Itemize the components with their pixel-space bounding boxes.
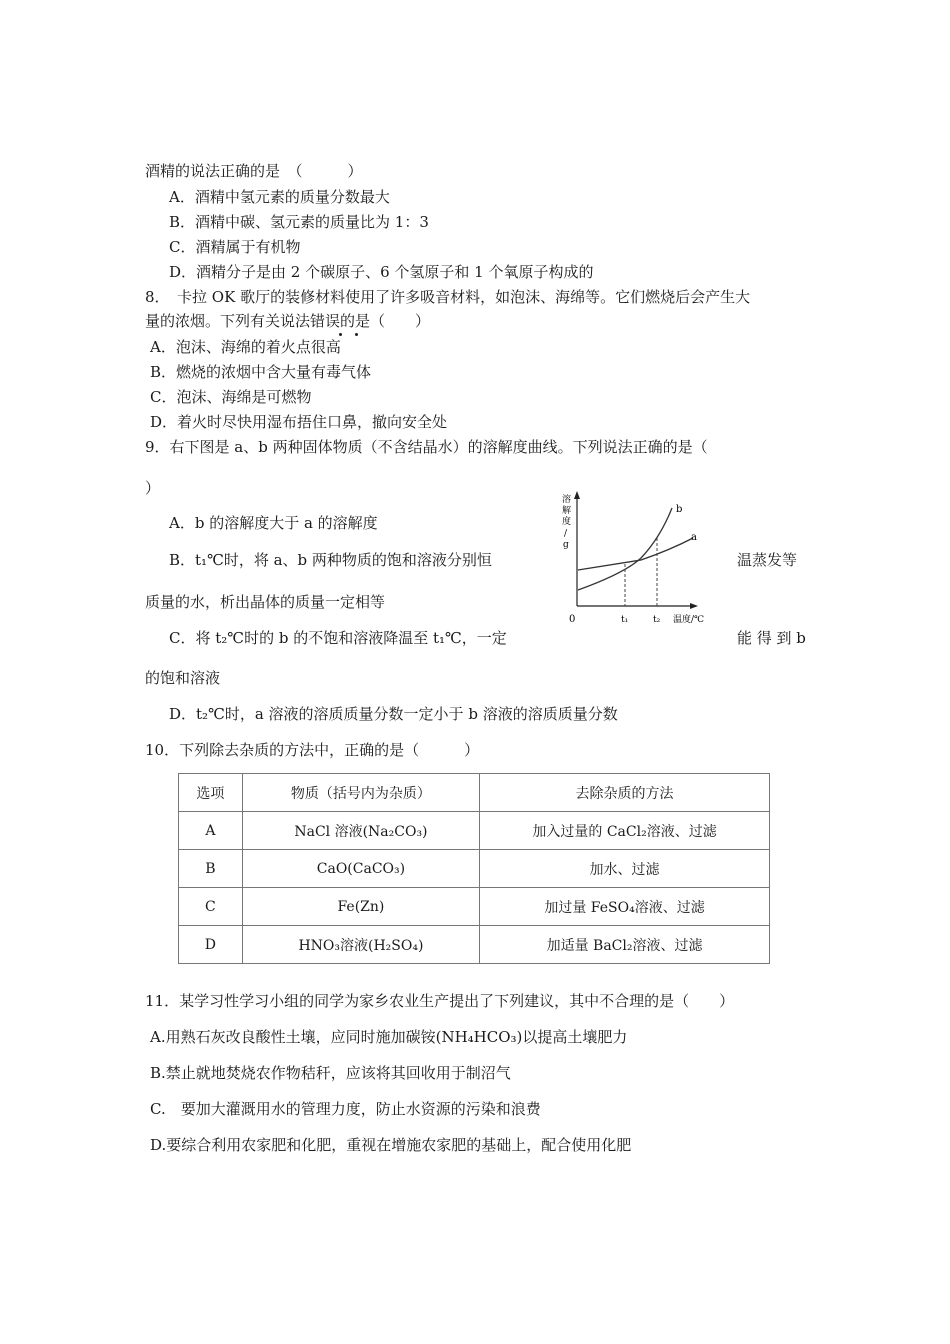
table-row xyxy=(179,888,770,926)
q7-option-b: B．酒精中碳、氢元素的质量比为 1：3 xyxy=(169,213,429,231)
table-cell: Fe(Zn) xyxy=(242,888,479,926)
emphasis-dot xyxy=(355,333,358,336)
table-header-cell: 去除杂质的方法 xyxy=(480,774,770,812)
table-cell: 加过量 FeSO₄溶液、过滤 xyxy=(480,888,770,926)
t1-label: t₁ xyxy=(621,615,629,625)
q9-option-d: D．t₂℃时，a 溶液的溶质质量分数一定小于 b 溶液的溶质质量分数 xyxy=(169,705,618,723)
q9-option-a: A．b 的溶解度大于 a 的溶解度 xyxy=(169,514,378,532)
y-label-3: 度 xyxy=(562,517,572,527)
table-row xyxy=(179,812,770,850)
q9-option-c-continued: 的饱和溶液 xyxy=(145,669,221,687)
q9-stem-line2: ） xyxy=(145,479,161,497)
table-cell: NaCl 溶液(Na₂CO₃) xyxy=(242,812,479,850)
table-cell: 加入过量的 CaCl₂溶液、过滤 xyxy=(480,812,770,850)
table-cell: CaO(CaCO₃) xyxy=(242,850,479,888)
table-cell: A xyxy=(179,812,243,850)
table-row xyxy=(179,850,770,888)
table-cell: 加适量 BaCl₂溶液、过滤 xyxy=(480,926,770,964)
curve-b xyxy=(578,508,672,590)
q11-option-a: A.用熟石灰改良酸性土壤，应同时施加碳铵(NH₄HCO₃)以提高土壤肥力 xyxy=(150,1028,628,1046)
table-header-row xyxy=(179,774,770,812)
q8-option-a: A．泡沫、海绵的着火点很高 xyxy=(150,338,341,356)
y-label-5: g xyxy=(563,540,569,550)
table-cell: HNO₃溶液(H₂SO₄) xyxy=(242,926,479,964)
q9-option-b-right: 温蒸发等 xyxy=(737,551,798,569)
q7-option-a: A．酒精中氢元素的质量分数最大 xyxy=(169,188,390,206)
q10-table xyxy=(178,773,770,964)
q11-option-b: B.禁止就地焚烧农作物秸秆，应该将其回收用于制沼气 xyxy=(150,1064,511,1082)
table-cell: 加水、过滤 xyxy=(480,850,770,888)
q9-option-b-continued: 质量的水，析出晶体的质量一定相等 xyxy=(145,593,386,611)
q7-option-c: C．酒精属于有机物 xyxy=(169,238,301,256)
q7-option-d: D．酒精分子是由 2 个碳原子、6 个氢原子和 1 个氧原子构成的 xyxy=(169,263,594,281)
q8-stem-line2: 量的浓烟。下列有关说法错误的是（ ） xyxy=(145,312,431,330)
x-axis-arrow xyxy=(690,603,698,609)
curve-a-label: a xyxy=(691,532,697,543)
solubility-curve-figure xyxy=(545,488,720,630)
q8-option-d: D．着火时尽快用湿布捂住口鼻，撤向安全处 xyxy=(150,413,448,431)
y-axis-arrow xyxy=(574,491,580,499)
q11-option-d: D.要综合利用农家肥和化肥，重视在增施农家肥的基础上，配合使用化肥 xyxy=(150,1136,632,1154)
curve-b-label: b xyxy=(676,504,683,515)
q9-option-c-left: C．将 t₂℃时的 b 的不饱和溶液降温至 t₁℃，一定 xyxy=(169,629,507,647)
curve-a xyxy=(578,538,693,570)
table-cell: B xyxy=(179,850,243,888)
table-cell: C xyxy=(179,888,243,926)
q11-option-c: C. 要加大灌溉用水的管理力度，防止水资源的污染和浪费 xyxy=(150,1100,541,1118)
table-header-cell: 物质（括号内为杂质） xyxy=(242,774,479,812)
y-label-4: / xyxy=(564,529,568,539)
q8-option-b: B．燃烧的浓烟中含大量有毒气体 xyxy=(150,363,372,381)
table-header-cell: 选项 xyxy=(179,774,243,812)
q11-stem: 11．某学习性学习小组的同学为家乡农业生产提出了下列建议，其中不合理的是（ ） xyxy=(145,992,735,1010)
q9-stem-line1: 9．右下图是 a、b 两种固体物质（不含结晶水）的溶解度曲线。下列说法正确的是（ xyxy=(145,438,708,456)
q7-stem-end: 酒精的说法正确的是 （ ） xyxy=(145,162,363,180)
table-cell: D xyxy=(179,926,243,964)
emphasis-dot xyxy=(339,333,342,336)
y-label-2: 解 xyxy=(562,506,572,516)
table-row xyxy=(179,926,770,964)
q9-option-b-left: B．t₁℃时，将 a、b 两种物质的饱和溶液分别恒 xyxy=(169,551,492,569)
q9-option-c-right: 能 得 到 b xyxy=(737,629,806,647)
y-label-1: 溶 xyxy=(562,495,572,505)
t2-label: t₂ xyxy=(653,615,661,625)
q8-option-c: C．泡沫、海绵是可燃物 xyxy=(150,388,312,406)
q10-stem: 10．下列除去杂质的方法中，正确的是（ ） xyxy=(145,741,480,759)
x-axis-label: 温度/℃ xyxy=(673,615,705,625)
q8-stem-line1: 8． 卡拉 OK 歌厅的装修材料使用了许多吸音材料，如泡沫、海绵等。它们燃烧后会产生大 xyxy=(145,288,751,306)
origin-label: 0 xyxy=(569,614,576,625)
